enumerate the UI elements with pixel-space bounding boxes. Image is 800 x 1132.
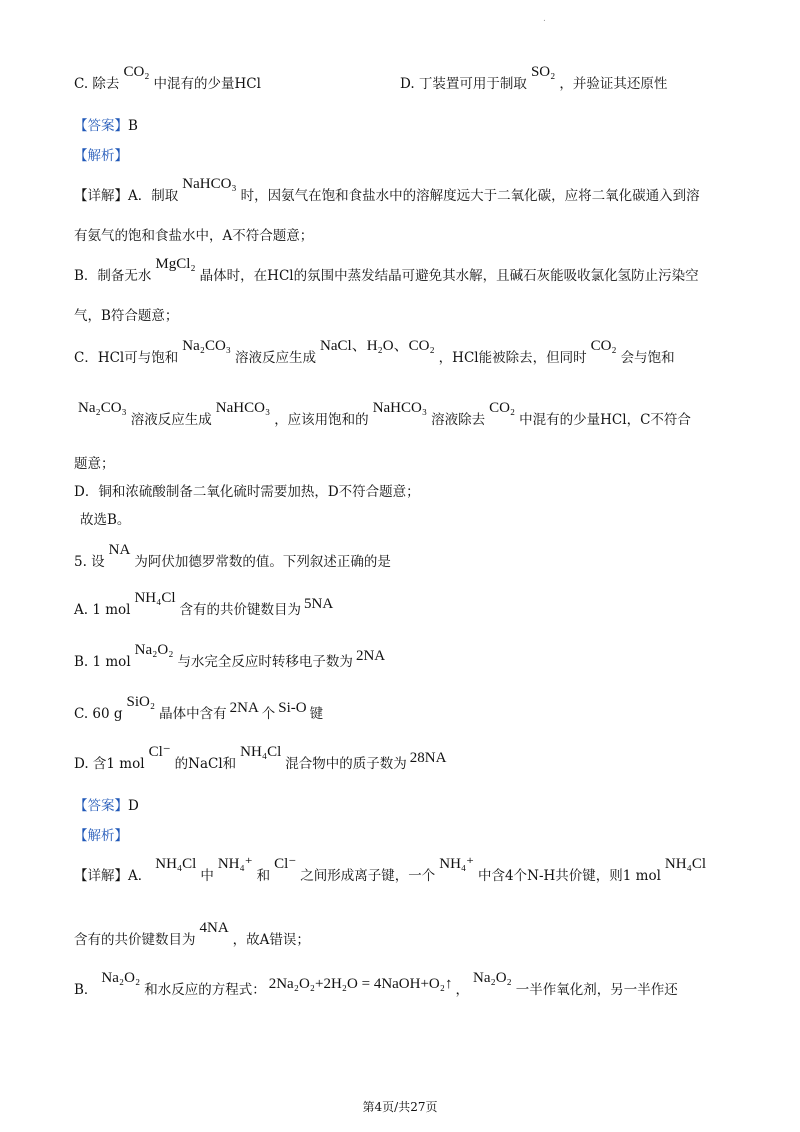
question-5-option-b: B. 1 molNa₂O₂与水完全反应时转移电子数为 2NA — [74, 642, 386, 670]
analysis-2-label: 【解析】 — [74, 828, 128, 844]
detail-1-b: B．制备无水MgCl₂晶体时，在HCl的氛围中蒸发结晶可避免其水解，且碱石灰能吸收氯化氢防止污染空 — [74, 256, 699, 284]
question-5-option-a: A. 1 molNH₄Cl含有的共价键数目为 5NA — [74, 590, 334, 618]
detail-2-b: B．Na₂O₂和水反应的方程式： 2Na₂O₂+2H₂O = 4NaOH+O₂↑ ，Na₂O₂一半作氧化剂，另一半作还 — [74, 970, 678, 998]
option-d-prev: D. 丁装置可用于制取SO₂，并验证其还原性 — [400, 64, 668, 92]
detail-2-a-cont: 含有的共价键数目为4NA，故A错误； — [74, 920, 310, 948]
detail-1-c-end: 题意； — [74, 456, 115, 472]
detail-1-a-cont: 有氨气的饱和食盐水中，A不符合题意； — [74, 228, 314, 244]
analysis-1-label: 【解析】 — [74, 148, 128, 164]
detail-1-d: D．铜和浓硫酸制备二氧化硫时需要加热，D不符合题意； — [74, 484, 420, 500]
detail-1-conclusion: 故选B。 — [80, 512, 131, 528]
answer-2: 【答案】D — [74, 798, 139, 814]
option-c-prev: C. 除去CO₂中混有的少量HCl — [74, 64, 261, 92]
question-5-option-d: D. 含1 molCl⁻的NaCl和NH₄Cl混合物中的质子数为 28NA — [74, 744, 447, 772]
detail-2-a: 【详解】A．NH₄Cl中NH₄⁺和Cl⁻之间形成离子键，一个NH₄⁺中含4个N-H共价键，则1 molNH₄Cl — [74, 856, 706, 884]
page-footer: 第4页/共27页 — [362, 1100, 438, 1114]
answer-1: 【答案】B — [74, 118, 138, 134]
detail-1-c-cont: Na₂CO₃溶液反应生成NaHCO₃，应该用饱和的NaHCO₃溶液除去CO₂中混有的少量HCl，C不符合 — [78, 400, 691, 428]
detail-1-a: 【详解】A．制取NaHCO₃时，因氨气在饱和食盐水中的溶解度远大于二氧化碳，应将二氧化碳通入到溶 — [74, 176, 700, 204]
question-5-option-c: C. 60 gSiO₂晶体中含有 2NA 个 Si-O 键 — [74, 694, 324, 722]
detail-1-c: C．HCl可与饱和Na₂CO₃溶液反应生成NaCl、H₂O、CO₂，HCl能被除去，但同时CO₂会与饱和 — [74, 338, 675, 366]
detail-1-b-cont: 气，B符合题意； — [74, 308, 179, 324]
scan-dot: . — [543, 14, 546, 24]
question-5-stem: 5. 设NA为阿伏加德罗常数的值。下列叙述正确的是 — [74, 542, 391, 570]
